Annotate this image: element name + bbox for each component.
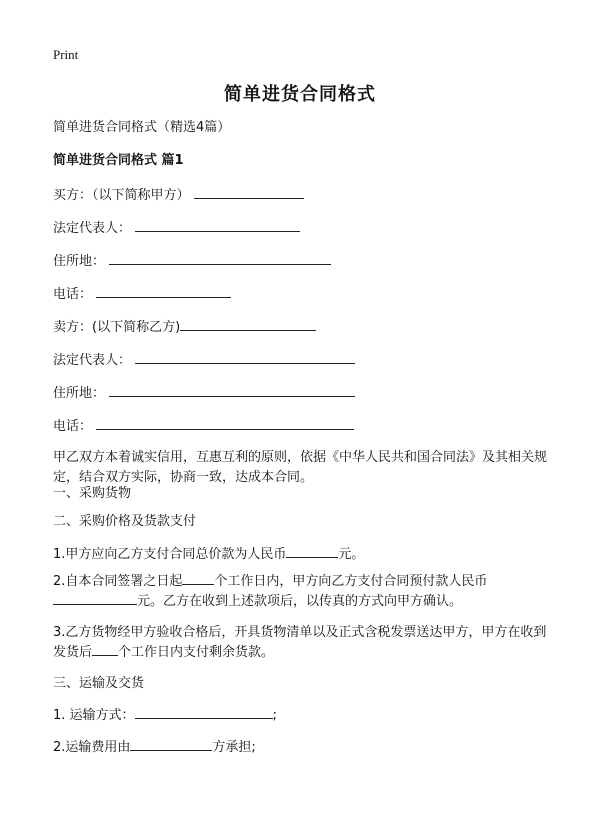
clause-2-2-middle: 个工作日内，甲方向乙方支付合同预付款人民币: [214, 574, 488, 589]
buyer-party-line: [53, 186, 304, 204]
clause-3-1-text: 1. 运输方式：: [53, 708, 135, 723]
seller-name-blank: [180, 318, 316, 331]
clause-2-2-suffix: 元。乙方在收到上述款项后，以传真的方式向甲方确认。: [137, 594, 463, 609]
seller-address-line: [53, 384, 355, 402]
intro-paragraph: 甲乙双方本着诚实信用，互惠互利的原则，依据《中华人民共和国合同法》及其相关规定，结合双方实际，协商一致，达成本合同。: [53, 450, 548, 485]
freight-party-blank: [130, 738, 212, 751]
clause-3-2-suffix: 方承担;: [212, 740, 256, 755]
buyer-address-label: 住所地：: [53, 254, 106, 269]
buyer-phone-blank: [96, 285, 231, 298]
buyer-rep-line: [53, 219, 300, 237]
workdays-blank: [182, 572, 214, 585]
buyer-address-line: [53, 252, 331, 270]
total-price-blank: [286, 545, 338, 558]
buyer-phone-line: [53, 285, 231, 303]
document-subtitle: 简单进货合同格式（精选4篇）: [53, 120, 231, 135]
clause-2-2: [53, 572, 553, 612]
buyer-rep-label: 法定代表人：: [53, 221, 132, 236]
section-1-heading: 一、采购货物: [53, 486, 132, 501]
section-3-heading: 三、运输及交货: [53, 676, 145, 691]
buyer-phone-label: 电话：: [53, 287, 93, 302]
seller-rep-label: 法定代表人：: [53, 353, 132, 368]
clause-2-3-text: 3.乙方货物经甲方验收合格后，开具货物清单以及正式含税发票送达甲方，甲方在收到发货后: [53, 625, 547, 660]
buyer-address-blank: [109, 252, 331, 265]
seller-phone-line: [53, 417, 354, 435]
seller-party-label: 卖方：(以下简称乙方): [53, 320, 181, 335]
transport-method-blank: [135, 706, 273, 719]
seller-address-blank: [109, 384, 355, 397]
clause-2-3-suffix: 个工作日内支付剩余货款。: [118, 645, 275, 660]
clause-2-2-text: 2.自本合同签署之日起: [53, 574, 183, 589]
buyer-name-blank: [194, 186, 304, 199]
clause-2-1-suffix: 元。: [338, 547, 365, 562]
prepayment-blank: [53, 592, 137, 605]
clause-3-2-text: 2.运输费用由: [53, 740, 131, 755]
clause-3-1: [53, 706, 277, 724]
seller-rep-line: [53, 351, 355, 369]
seller-phone-label: 电话：: [53, 419, 93, 434]
clause-2-1: [53, 545, 364, 563]
balance-days-blank: [92, 643, 118, 656]
seller-rep-blank: [135, 351, 355, 364]
seller-phone-blank: [96, 417, 354, 430]
document-title: 简单进货合同格式: [224, 84, 376, 105]
seller-address-label: 住所地：: [53, 386, 106, 401]
clause-3-2: [53, 738, 256, 756]
section-2-heading: 二、采购价格及货款支付: [53, 514, 197, 529]
clause-3-1-suffix: ;: [272, 708, 277, 723]
clause-2-1-text: 1.甲方应向乙方支付合同总价款为人民币: [53, 547, 287, 562]
seller-party-line: [53, 318, 316, 336]
section-heading: 简单进货合同格式 篇1: [53, 153, 184, 168]
buyer-party-label: 买方：（以下简称甲方）: [53, 188, 190, 203]
print-link[interactable]: Print: [53, 47, 79, 62]
clause-2-3: [53, 623, 553, 663]
buyer-rep-blank: [135, 219, 300, 232]
